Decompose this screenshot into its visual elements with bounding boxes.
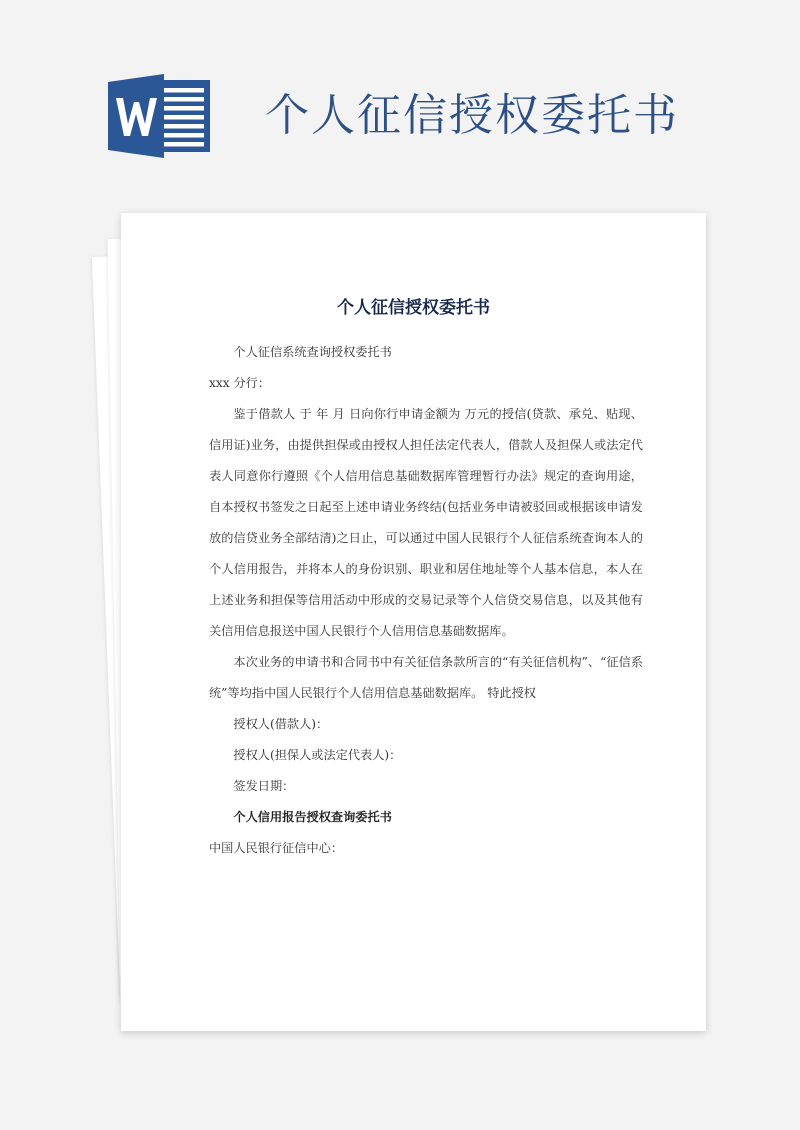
guarantor-signature-line: 授权人(担保人或法定代表人)： <box>233 748 402 762</box>
borrower-signature-line: 授权人(借款人)： <box>233 717 329 731</box>
word-logo-icon <box>108 74 212 158</box>
issue-date-line: 签发日期： <box>233 779 295 793</box>
document-title: 个人征信授权委托书 <box>337 298 490 318</box>
second-document-title: 个人信用报告授权查询委托书 <box>233 810 392 824</box>
authorization-paragraph: 鉴于借款人 于 年 月 日向你行申请金额为 万元的授信(贷款、承兑、贴现、信用证)业务，由提供担保或由授权人担任法定代表人，借款人及担保人或法定代表人同意你行遵照《个人信用信息基础数据库管理暂行办法》规定的查询用途，自本授权书签发之日起至上述申请业务终结(包括业务申请被驳回或根据该申请发放的信贷业务全部结清)之日止，可以通过中国人民银行个人征信系统查询本人的个人信用报告，并将本人的身份识别、职业和居住地址等个人基本信息，本人在上述业务和担保等信用活动中形成的交易记录等个人信贷交易信息，以及其他有关信用信息报送中国人民银行个人信用信息基础数据库。 <box>209 407 643 638</box>
definition-paragraph: 本次业务的申请书和合同书中有关征信条款所言的“有关征信机构”、“征信系统”等均指中国人民银行个人信用信息基础数据库。 特此授权 <box>209 655 643 700</box>
second-recipient-line: 中国人民银行征信中心： <box>209 841 344 855</box>
document-body <box>209 337 643 864</box>
recipient-line: xxx 分行： <box>209 376 271 390</box>
document-page <box>121 213 706 1031</box>
document-subtitle: 个人征信系统查询授权委托书 <box>233 345 392 359</box>
header-title: 个人征信授权委托书 <box>265 90 679 141</box>
